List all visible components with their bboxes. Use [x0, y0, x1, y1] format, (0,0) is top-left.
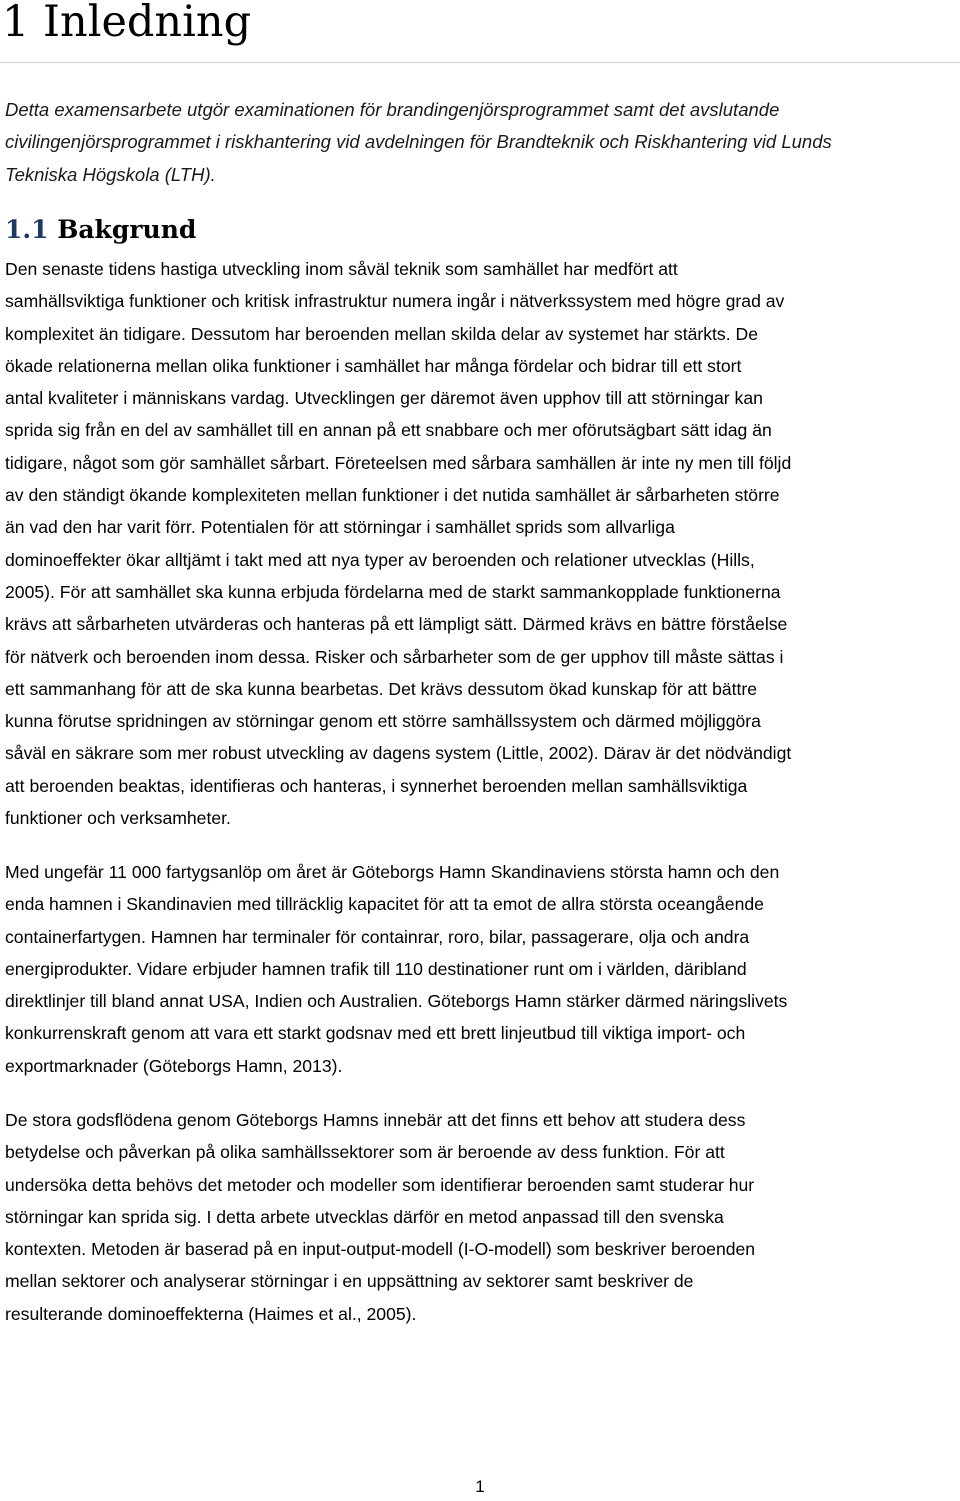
- paragraph-line: störningar kan sprida sig. I detta arbete utvecklas därför en metod anpassad till den svenska: [5, 1206, 724, 1227]
- paragraph-line: dominoeffekter ökar alltjämt i takt med att nya typer av beroenden och relationer utvecklas (Hills,: [5, 549, 755, 570]
- chapter-heading: 1 Inledning: [2, 0, 252, 47]
- paragraph-line: ökade relationerna mellan olika funktioner i samhället har många fördelar och bidrar till ett stort: [5, 355, 742, 376]
- paragraph-line: 2005). För att samhället ska kunna erbjuda fördelarna med de starkt sammankopplade funktionerna: [5, 581, 781, 602]
- paragraph-line: mellan sektorer och analyserar störningar i en uppsättning av sektorer samt beskriver de: [5, 1271, 694, 1292]
- paragraph-line: containerfartygen. Hamnen har terminaler för containrar, roro, bilar, passagerare, olja och andra: [5, 926, 750, 947]
- body-paragraph: [5, 253, 955, 834]
- paragraph-line: Den senaste tidens hastiga utveckling inom såväl teknik som samhället har medfört att: [5, 259, 678, 279]
- paragraph-line: energiprodukter. Vidare erbjuder hamnen trafik till 110 destinationer runt om i världen, däribland: [5, 958, 747, 979]
- paragraph-line: resulterande dominoeffekterna (Haimes et al., 2005).: [5, 1303, 417, 1324]
- paragraph-line: komplexitet än tidigare. Dessutom har beroenden mellan skilda delar av systemet har stärkts. De: [5, 323, 758, 344]
- paragraph-line: betydelse och påverkan på olika samhällssektorer som är beroende av dess funktion. För att: [5, 1142, 725, 1163]
- paragraph-line: antal kvaliteter i människans vardag. Utvecklingen ger däremot även upphov till att störningar kan: [5, 388, 763, 409]
- section-number: 1.1: [5, 215, 49, 244]
- paragraph-line: än vad den har varit förr. Potentialen för att störningar i samhället sprids som allvarliga: [5, 517, 675, 538]
- paragraph-line: av den ständigt ökande komplexiteten mellan funktioner i det nutida samhället är sårbarheten större: [5, 485, 780, 506]
- paragraph-line: direktlinjer till bland annat USA, Indien och Australien. Göteborgs Hamn stärker därmed näringslivets: [5, 991, 788, 1012]
- intro-line: Tekniska Högskola (LTH).: [5, 163, 216, 185]
- body-paragraph: [5, 856, 955, 1082]
- paragraph-line: sprida sig från en del av samhället till en annan på ett snabbare och mer oförutsägbart sätt idag än: [5, 420, 772, 441]
- paragraph-line: De stora godsflödena genom Göteborgs Hamns innebär att det finns ett behov att studera dess: [5, 1110, 746, 1130]
- paragraph-line: Med ungefär 11 000 fartygsanlöp om året är Göteborgs Hamn Skandinaviens största hamn och den: [5, 862, 780, 882]
- paragraph-line: att beroenden beaktas, identifieras och hanteras, i synnerhet beroenden mellan samhällsviktiga: [5, 775, 748, 796]
- paragraph-line: tidigare, något som gör samhället sårbart. Företeelsen med sårbara samhällen är inte ny men till följd: [5, 452, 792, 473]
- paragraph-line: exportmarknader (Göteborgs Hamn, 2013).: [5, 1055, 343, 1076]
- paragraph-line: ett sammanhang för att de ska kunna bearbetas. Det krävs dessutom ökad kunskap för att bättre: [5, 678, 758, 699]
- section-heading: [5, 212, 196, 248]
- section-title-text: Bakgrund: [57, 215, 197, 244]
- paragraph-line: kontexten. Metoden är baserad på en input-output-modell (I-O-modell) som beskriver beroenden: [5, 1239, 756, 1260]
- page-number: 1: [475, 1477, 485, 1496]
- paragraph-line: enda hamnen i Skandinavien med tillräcklig kapacitet för att ta emot de allra största oceangående: [5, 894, 764, 915]
- paragraph-line: funktioner och verksamheter.: [5, 808, 231, 829]
- body-paragraph: [5, 1104, 955, 1330]
- paragraph-line: konkurrenskraft genom att vara ett starkt godsnav med ett brett linjeutbud till viktiga import- och: [5, 1023, 746, 1044]
- intro-line: civilingenjörsprogrammet i riskhantering vid avdelningen för Brandteknik och Riskhantering vid Lunds: [5, 131, 832, 153]
- paragraph-line: samhällsviktiga funktioner och kritisk infrastruktur numera ingår i nätverkssystem med högre grad av: [5, 291, 785, 312]
- paragraph-line: kunna förutse spridningen av störningar genom ett större samhällssystem och därmed möjliggöra: [5, 711, 761, 732]
- heading-underline: [0, 62, 960, 63]
- intro-line: Detta examensarbete utgör examinationen för brandingenjörsprogrammet samt det avslutande: [5, 99, 780, 120]
- paragraph-line: krävs att sårbarheten utvärderas och hanteras på ett lämpligt sätt. Därmed krävs en bättre förståelse: [5, 614, 788, 635]
- intro-paragraph: [5, 94, 955, 191]
- paragraph-line: såväl en säkrare som mer robust utveckling av dagens system (Little, 2002). Därav är det nödvändigt: [5, 743, 792, 764]
- paragraph-line: undersöka detta behövs det metoder och modeller som identifierar beroenden samt studerar hur: [5, 1174, 755, 1195]
- paragraph-line: för nätverk och beroenden inom dessa. Risker och sårbarheter som de ger upphov till måste sättas i: [5, 646, 784, 667]
